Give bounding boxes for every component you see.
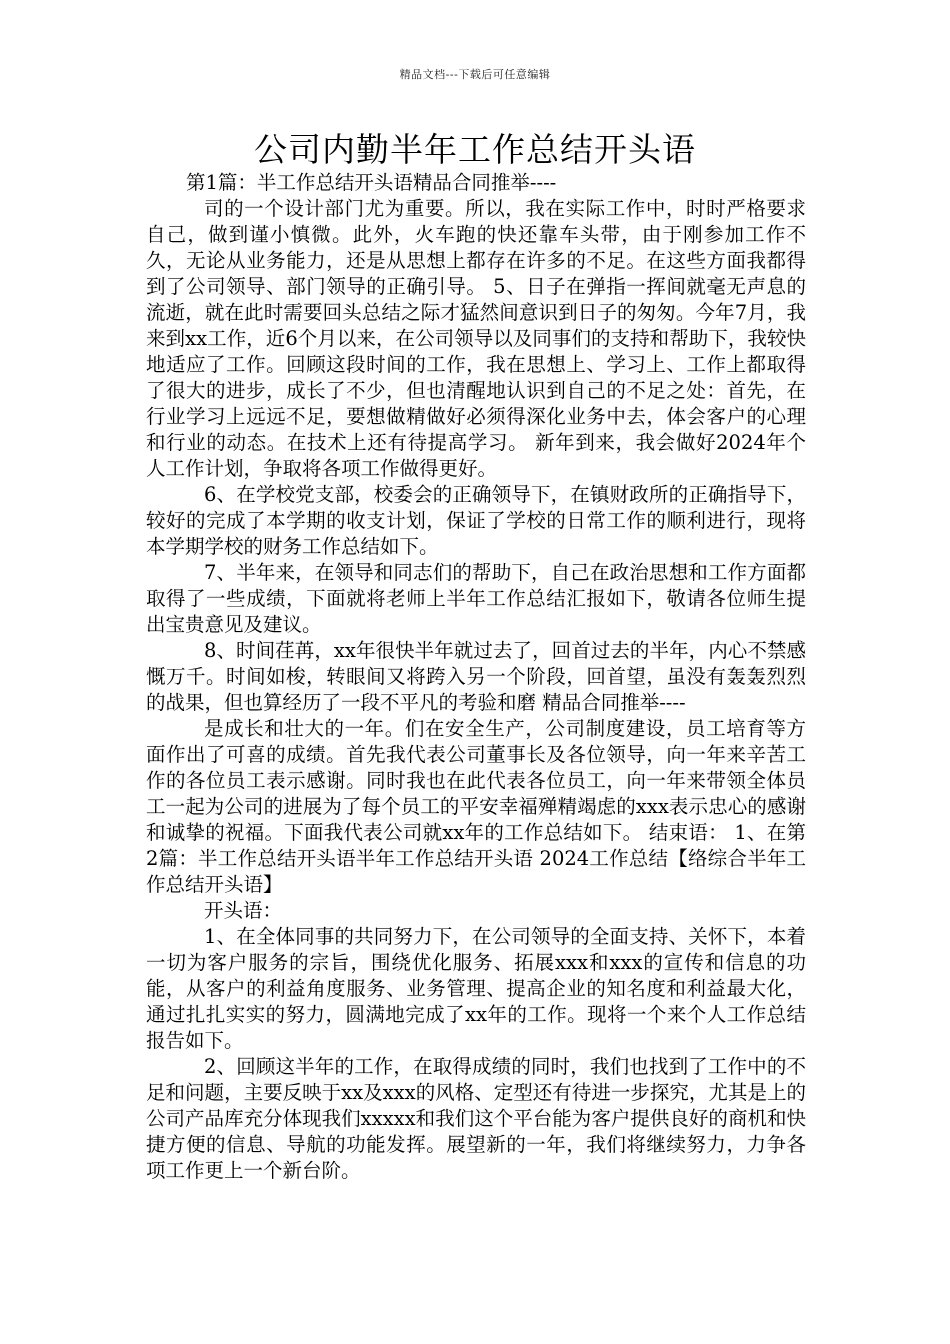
paragraph-5: 8、时间荏苒，xx年很快半年就过去了，回首过去的半年，内心不禁感慨万千。时间如梭，转眼间又将跨入另一个阶段，回首望，虽没有轰轰烈烈的战果，但也算经历了一段不平凡的考验和磨 精品合同推举---- bbox=[146, 639, 806, 714]
paragraph-2: 司的一个设计部门尤为重要。所以，我在实际工作中，时时严格要求自己，做到谨小慎微。此外，火车跑的快还靠车头带，由于刚参加工作不久，无论从业务能力，还是从思想上都存在许多的不足。在这些方面我都得到了公司领导、部门领导的正确引导。 5、日子在弹指一挥间就毫无声息的流逝，就在此时需要回头总结之际才猛然间意识到日子的匆匆。今年7月，我来到xx工作，近6个月以来，在公司领导以及同事们的支持和帮助下，我较快地适应了工作。回顾这段时间的工作，我在思想上、学习上、工作上都取得了很大的进步，成长了不少，但也清醒地认识到自己的不足之处：首先，在行业学习上远远不足，要想做精做好必须得深化业务中去，体会客户的心理和行业的动态。在技术上还有待提高学习。 新年到来，我会做好2024年个人工作计划，争取将各项工作做得更好。 bbox=[146, 197, 806, 480]
paragraph-8: 1、在全体同事的共同努力下，在公司领导的全面支持、关怀下，本着一切为客户服务的宗旨，围绕优化服务、拓展xxx和xxx的宣传和信息的功能，从客户的利益角度服务、业务管理、提高企业的知名度和利益最大化，通过扎扎实实的努力，圆满地完成了xx年的工作。现将一个来个人工作总结报告如下。 bbox=[146, 925, 806, 1052]
paragraph-4: 7、半年来，在领导和同志们的帮助下，自己在政治思想和工作方面都取得了一些成绩，下面就将老师上半年工作总结汇报如下，敬请各位师生提出宝贵意见及建议。 bbox=[146, 561, 806, 636]
header-note: 精品文档---下载后可任意编辑 bbox=[399, 68, 551, 81]
document-body bbox=[146, 170, 806, 1184]
paragraph-6: 是成长和壮大的一年。们在安全生产，公司制度建设，员工培育等方面作出了可喜的成绩。首先我代表公司董事长及各位领导，向一年来辛苦工作的各位员工表示感谢。同时我也在此代表各位员工，向一年来带领全体员工一起为公司的进展为了每个员工的平安幸福殚精竭虑的xxx表示忠心的感谢和诚挚的祝福。下面我代表公司就xx年的工作总结如下。 结束语： 1、在第2篇：半工作总结开头语半年工作总结开头语 2024工作总结【络综合半年工作总结开头语】 bbox=[146, 717, 806, 896]
paragraph-9: 2、回顾这半年的工作，在取得成绩的同时，我们也找到了工作中的不足和问题，主要反映于xx及xxx的风格、定型还有待进一步探究，尤其是上的公司产品库充分体现我们xxxxx和我们这个平台能为客户提供良好的商机和快捷方便的信息、导航的功能发挥。展望新的一年，我们将继续努力，力争各项工作更上一个新台阶。 bbox=[146, 1055, 806, 1182]
document-title: 公司内勤半年工作总结开头语 bbox=[254, 130, 696, 169]
paragraph-1: 第1篇：半工作总结开头语精品合同推举---- bbox=[186, 171, 557, 194]
paragraph-3: 6、在学校党支部，校委会的正确领导下，在镇财政所的正确指导下，较好的完成了本学期的收支计划，保证了学校的日常工作的顺利进行，现将本学期学校的财务工作总结如下。 bbox=[146, 483, 806, 558]
paragraph-7: 开头语： bbox=[204, 899, 283, 922]
